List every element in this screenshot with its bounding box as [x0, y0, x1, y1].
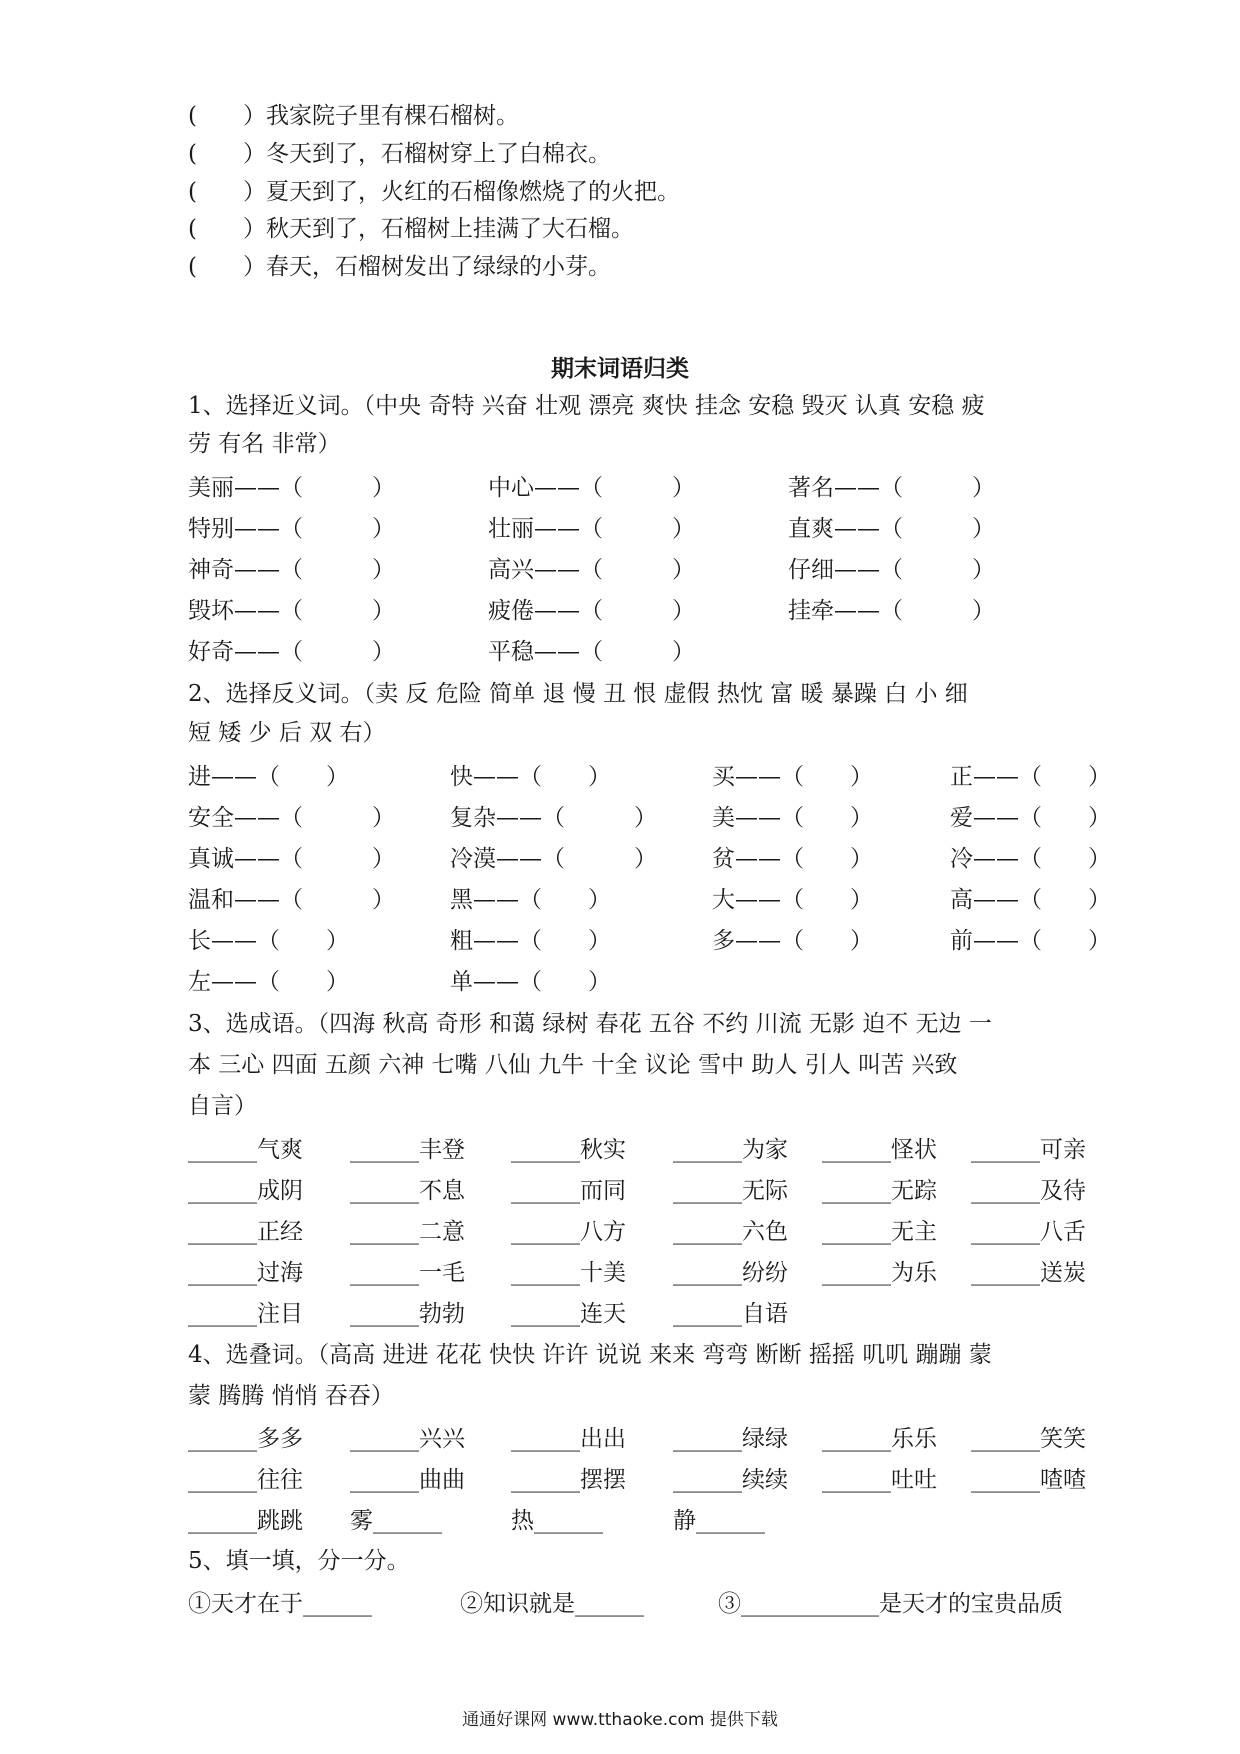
antonym-item: 正——（ ） — [950, 764, 1111, 790]
antonym-item: 大——（ ） — [712, 887, 873, 913]
antonym-item: 左——（ ） — [188, 969, 349, 995]
idiom-item: ______勃勃 — [350, 1301, 465, 1327]
idiom-item: ______怪状 — [822, 1137, 937, 1163]
reduplicated-item: ______多多 — [188, 1426, 303, 1452]
antonym-item: 冷——（ ） — [950, 846, 1111, 872]
order-item: ( ）夏天到了，火红的石榴像燃烧了的火把。 — [188, 179, 680, 205]
section-4-question-line-2: 蒙 腾腾 悄悄 吞吞） — [188, 1383, 394, 1409]
antonym-item: 冷漠——（ ） — [450, 846, 657, 872]
reduplicated-item: ______乐乐 — [822, 1426, 937, 1452]
section-2-question-line-1: 2、选择反义词。（卖 反 危险 简单 退 慢 丑 恨 虚假 热忱 富 暖 暴躁 白 小 细 — [188, 681, 968, 707]
reduplicated-item: 静______ — [673, 1508, 765, 1534]
idiom-item: ______为家 — [673, 1137, 788, 1163]
reduplicated-item: ______往往 — [188, 1467, 303, 1493]
idiom-item: ______注目 — [188, 1301, 303, 1327]
fill-in-item: ②知识就是______ — [460, 1591, 644, 1617]
idiom-item: ______无踪 — [822, 1178, 937, 1204]
antonym-item: 美——（ ） — [712, 805, 873, 831]
synonym-item: 著名——（ ） — [788, 475, 995, 501]
order-item: ( ）我家院子里有棵石榴树。 — [188, 103, 519, 129]
idiom-item: ______六色 — [673, 1219, 788, 1245]
idiom-item: ______可亲 — [971, 1137, 1086, 1163]
antonym-item: 买——（ ） — [712, 764, 873, 790]
reduplicated-item: ______吐吐 — [822, 1467, 937, 1493]
fill-in-item: ①天才在于______ — [188, 1591, 372, 1617]
antonym-item: 真诚——（ ） — [188, 846, 395, 872]
synonym-item: 神奇——（ ） — [188, 557, 395, 583]
synonym-item: 美丽——（ ） — [188, 475, 395, 501]
idiom-item: ______纷纷 — [673, 1260, 788, 1286]
idiom-item: ______成阴 — [188, 1178, 303, 1204]
order-item: ( ）冬天到了，石榴树穿上了白棉衣。 — [188, 141, 611, 167]
antonym-item: 高——（ ） — [950, 887, 1111, 913]
synonym-item: 高兴——（ ） — [488, 557, 695, 583]
antonym-item: 粗——（ ） — [450, 928, 611, 954]
synonym-item: 挂牵——（ ） — [788, 598, 995, 624]
idiom-item: ______气爽 — [188, 1137, 303, 1163]
idiom-item: ______无际 — [673, 1178, 788, 1204]
antonym-item: 前——（ ） — [950, 928, 1111, 954]
synonym-item: 直爽——（ ） — [788, 516, 995, 542]
fill-in-item: ③____________是天才的宝贵品质 — [718, 1591, 1063, 1617]
reduplicated-item: ______跳跳 — [188, 1508, 303, 1534]
idiom-item: ______送炭 — [971, 1260, 1086, 1286]
order-item: ( ）秋天到了，石榴树上挂满了大石榴。 — [188, 216, 634, 242]
idiom-item: ______过海 — [188, 1260, 303, 1286]
idiom-item: ______不息 — [350, 1178, 465, 1204]
antonym-item: 进——（ ） — [188, 764, 349, 790]
antonym-item: 温和——（ ） — [188, 887, 395, 913]
section-5-question-line-1: 5、填一填，分一分。 — [188, 1548, 410, 1574]
idiom-item: ______八方 — [511, 1219, 626, 1245]
section-3-question-line-2: 本 三心 四面 五颜 六神 七嘴 八仙 九牛 十全 议论 雪中 助人 引人 叫苦 兴致 — [188, 1052, 958, 1078]
section-4-question-line-1: 4、选叠词。（高高 进进 花花 快快 许许 说说 来来 弯弯 断断 摇摇 叽叽 蹦蹦 蒙 — [188, 1342, 992, 1368]
idiom-item: ______丰登 — [350, 1137, 465, 1163]
reduplicated-item: 热______ — [511, 1508, 603, 1534]
reduplicated-item: ______曲曲 — [350, 1467, 465, 1493]
antonym-item: 爱——（ ） — [950, 805, 1111, 831]
synonym-item: 壮丽——（ ） — [488, 516, 695, 542]
reduplicated-item: ______绿绿 — [673, 1426, 788, 1452]
reduplicated-item: ______兴兴 — [350, 1426, 465, 1452]
order-item: ( ）春天，石榴树发出了绿绿的小芽。 — [188, 254, 611, 280]
idiom-item: ______秋实 — [511, 1137, 626, 1163]
page-title: 期末词语归类 — [551, 356, 689, 382]
antonym-item: 多——（ ） — [712, 928, 873, 954]
idiom-item: ______八舌 — [971, 1219, 1086, 1245]
synonym-item: 好奇——（ ） — [188, 639, 395, 665]
reduplicated-item: ______喳喳 — [971, 1467, 1086, 1493]
idiom-item: ______及待 — [971, 1178, 1086, 1204]
synonym-item: 毁坏——（ ） — [188, 598, 395, 624]
section-3-question-line-3: 自言） — [188, 1093, 257, 1119]
antonym-item: 黑——（ ） — [450, 887, 611, 913]
antonym-item: 安全——（ ） — [188, 805, 395, 831]
section-2-question-line-2: 短 矮 少 后 双 右） — [188, 720, 386, 746]
antonym-item: 快——（ ） — [450, 764, 611, 790]
reduplicated-item: 雾______ — [350, 1508, 442, 1534]
section-1-question-line-2: 劳 有名 非常） — [188, 431, 341, 457]
section-1-question-line-1: 1、选择近义词。（中央 奇特 兴奋 壮观 漂亮 爽快 挂念 安稳 毁灭 认真 安稳 疲 — [188, 393, 985, 419]
footer-credit: 通通好课网 www.tthaoke.com 提供下载 — [462, 1710, 778, 1730]
reduplicated-item: ______出出 — [511, 1426, 626, 1452]
synonym-item: 疲倦——（ ） — [488, 598, 695, 624]
reduplicated-item: ______摆摆 — [511, 1467, 626, 1493]
idiom-item: ______而同 — [511, 1178, 626, 1204]
synonym-item: 平稳——（ ） — [488, 639, 695, 665]
idiom-item: ______自语 — [673, 1301, 788, 1327]
reduplicated-item: ______笑笑 — [971, 1426, 1086, 1452]
antonym-item: 单——（ ） — [450, 969, 611, 995]
idiom-item: ______一毛 — [350, 1260, 465, 1286]
idiom-item: ______十美 — [511, 1260, 626, 1286]
idiom-item: ______二意 — [350, 1219, 465, 1245]
idiom-item: ______为乐 — [822, 1260, 937, 1286]
synonym-item: 仔细——（ ） — [788, 557, 995, 583]
antonym-item: 复杂——（ ） — [450, 805, 657, 831]
antonym-item: 长——（ ） — [188, 928, 349, 954]
section-3-question-line-1: 3、选成语。（四海 秋高 奇形 和蔼 绿树 春花 五谷 不约 川流 无影 迫不 无边 一 — [188, 1011, 992, 1037]
idiom-item: ______连天 — [511, 1301, 626, 1327]
synonym-item: 中心——（ ） — [488, 475, 695, 501]
reduplicated-item: ______续续 — [673, 1467, 788, 1493]
idiom-item: ______无主 — [822, 1219, 937, 1245]
synonym-item: 特别——（ ） — [188, 516, 395, 542]
idiom-item: ______正经 — [188, 1219, 303, 1245]
antonym-item: 贫——（ ） — [712, 846, 873, 872]
